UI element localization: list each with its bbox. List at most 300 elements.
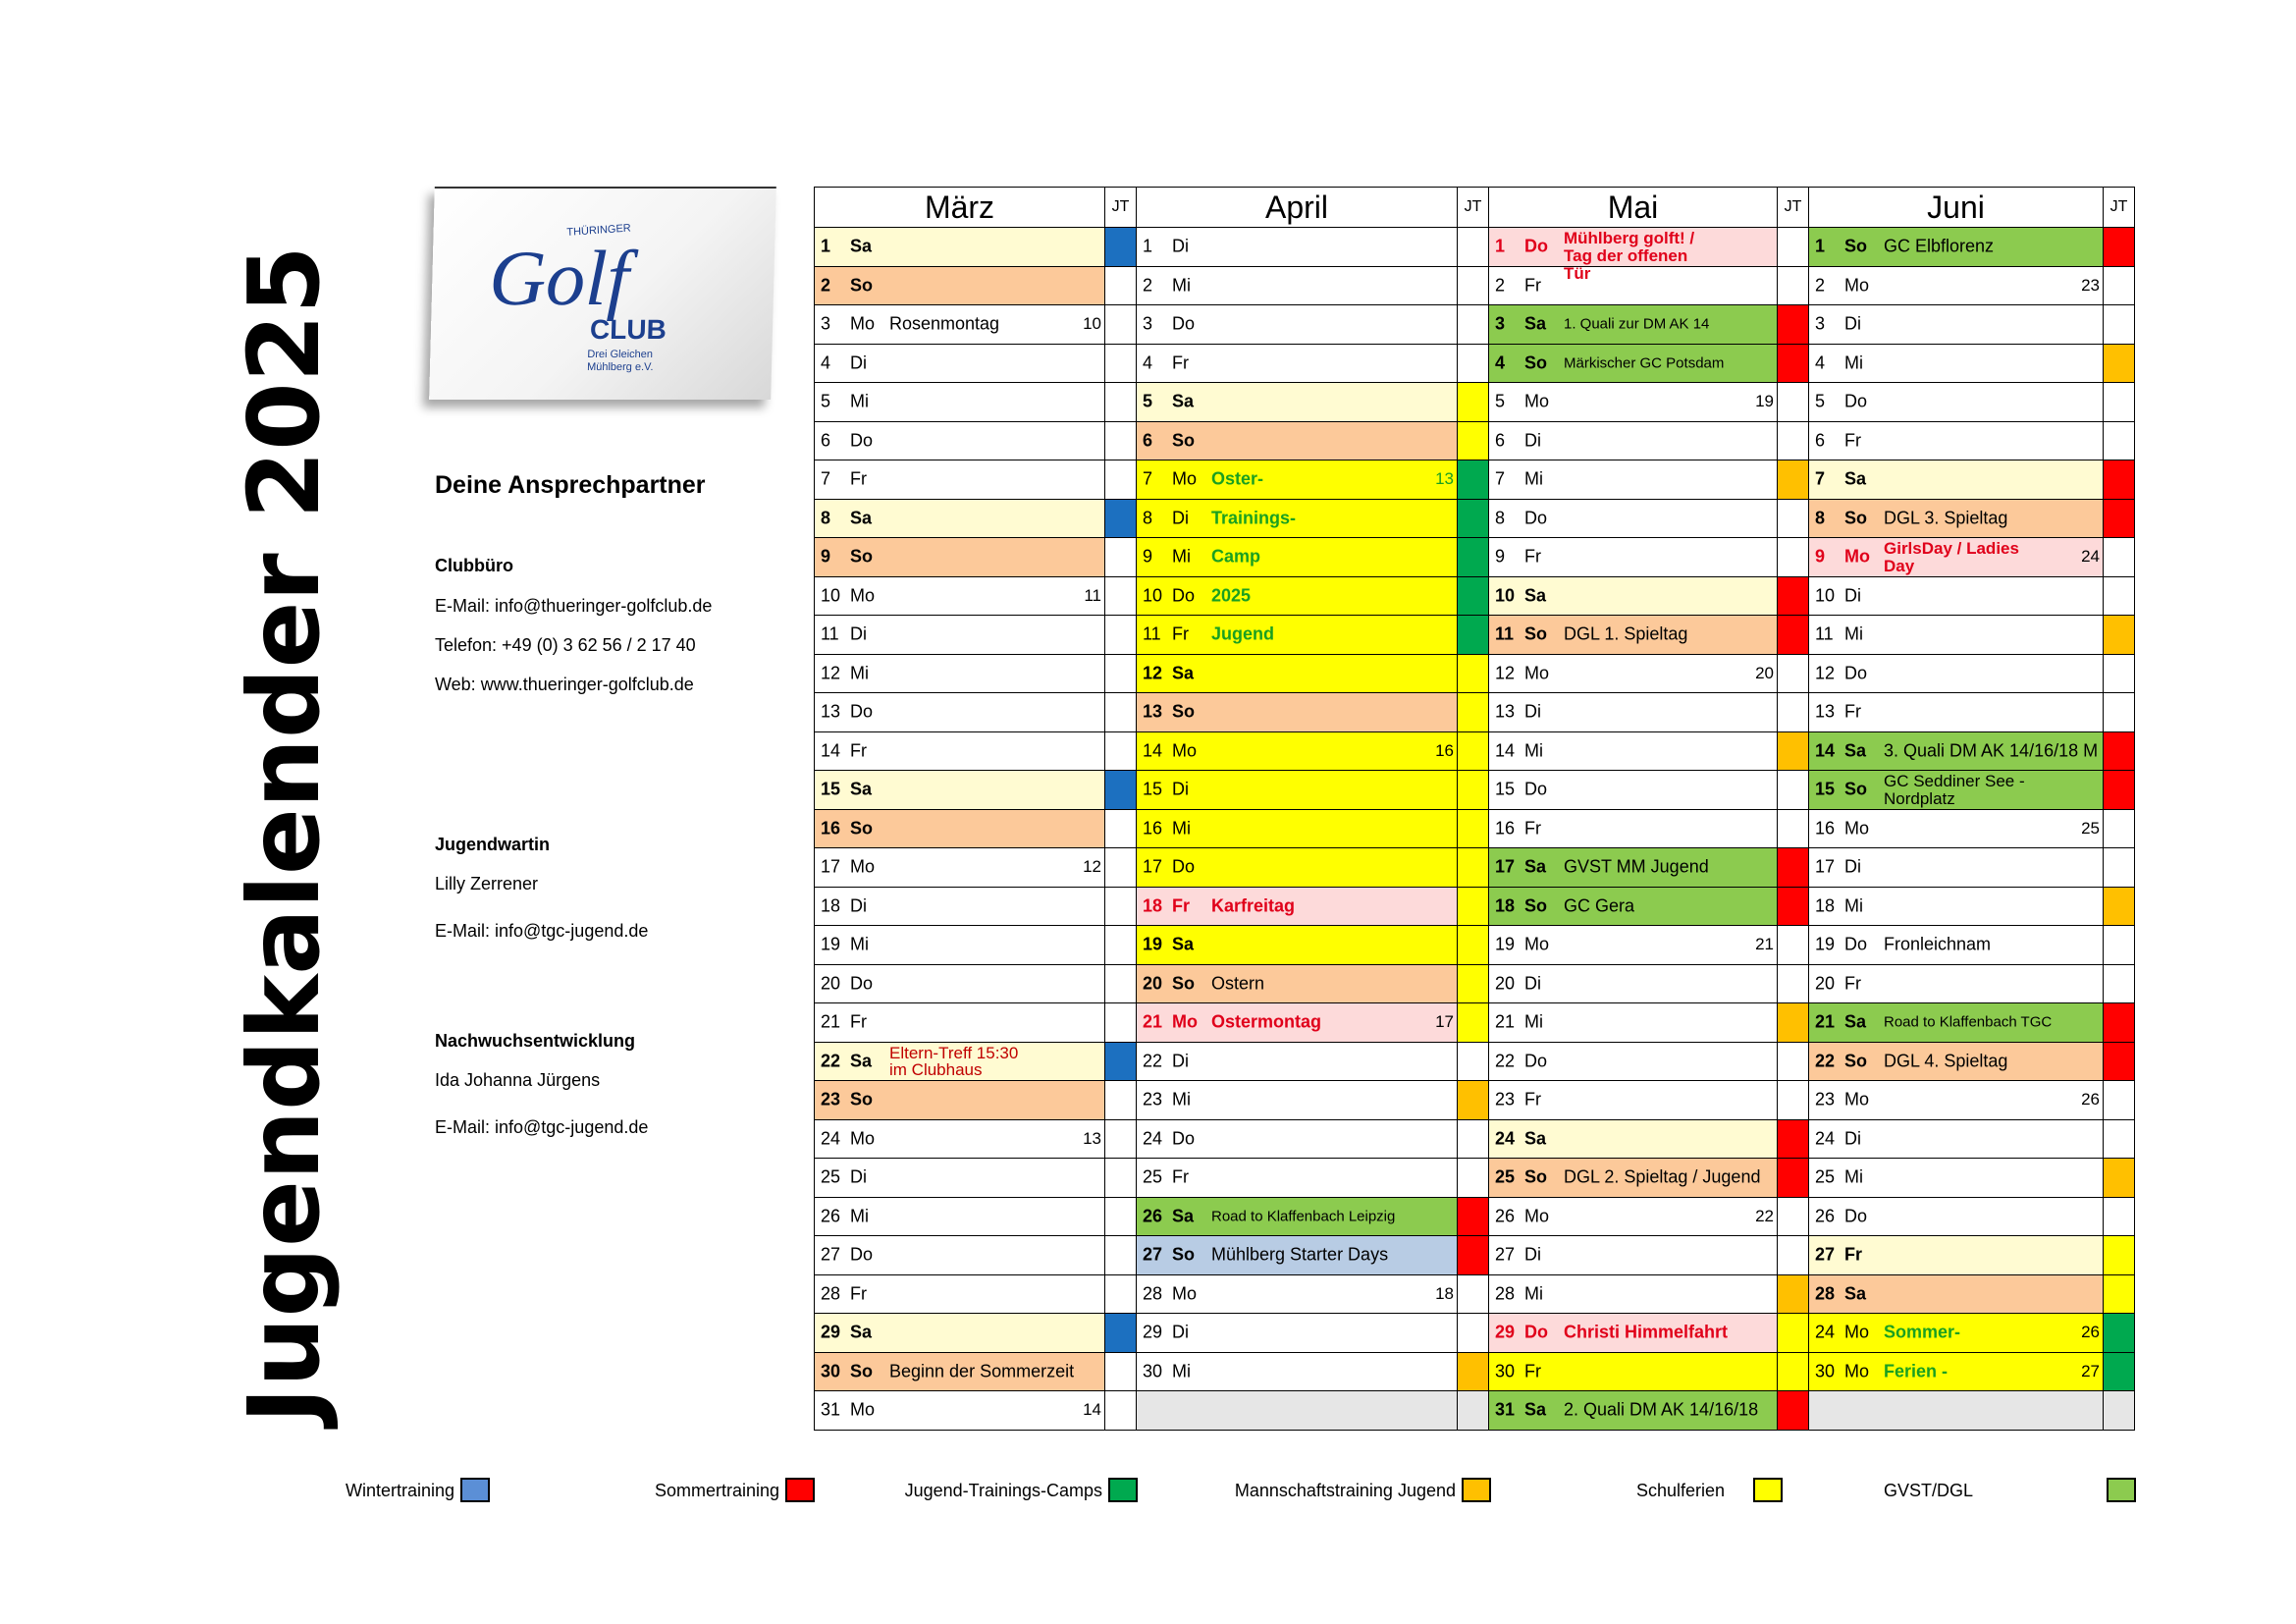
weekday: Sa bbox=[1172, 1206, 1195, 1226]
day-cell bbox=[1809, 538, 2104, 577]
day-number: 14 bbox=[1495, 740, 1516, 761]
day-cell bbox=[1137, 421, 1458, 460]
day-number: 12 bbox=[821, 663, 841, 683]
jt-marker bbox=[1105, 1119, 1137, 1159]
weekday: So bbox=[1172, 430, 1196, 451]
jt-marker-blue bbox=[1105, 1314, 1137, 1353]
day-cell bbox=[1137, 576, 1458, 616]
clubbuero-email[interactable]: E-Mail: info@thueringer-golfclub.de bbox=[435, 596, 713, 616]
day-number: 24 bbox=[821, 1128, 841, 1149]
jt-marker-orange bbox=[2104, 887, 2135, 926]
month-header-row bbox=[815, 188, 2135, 228]
day-cell bbox=[815, 1197, 1105, 1236]
club-logo bbox=[477, 216, 726, 373]
jt-marker-green bbox=[2104, 1352, 2135, 1391]
weekday: Sa bbox=[1524, 1128, 1547, 1149]
day-number: 10 bbox=[821, 585, 841, 606]
day-number: 2 bbox=[821, 275, 831, 296]
weekday: Mo bbox=[1844, 546, 1870, 567]
jt-marker-blue bbox=[1105, 771, 1137, 810]
weekday: Mo bbox=[1172, 1011, 1198, 1032]
day-cell bbox=[815, 228, 1105, 267]
day-cell bbox=[1809, 1159, 2104, 1198]
day-cell bbox=[1809, 771, 2104, 810]
day-cell bbox=[1489, 1081, 1778, 1120]
weekday: Mi bbox=[850, 391, 869, 411]
jt-marker bbox=[2104, 421, 2135, 460]
jt-marker bbox=[1458, 344, 1489, 383]
weekday: Di bbox=[850, 352, 867, 373]
day-cell bbox=[1137, 383, 1458, 422]
day-cell bbox=[1489, 1314, 1778, 1353]
day-number: 14 bbox=[1143, 740, 1163, 761]
weekday: Do bbox=[1844, 391, 1868, 411]
day-cell bbox=[815, 771, 1105, 810]
day-number: 1 bbox=[1815, 236, 1826, 256]
day-cell bbox=[1137, 1236, 1458, 1275]
legend-swatch-camps bbox=[1108, 1478, 1138, 1502]
weekday: Di bbox=[1172, 236, 1189, 256]
jt-marker bbox=[1778, 809, 1809, 848]
weekday: Di bbox=[1172, 1322, 1189, 1342]
weekday: Fr bbox=[850, 1011, 867, 1032]
jt-marker bbox=[1778, 421, 1809, 460]
jt-marker bbox=[1105, 305, 1137, 345]
jugendwartin-name: Lilly Zerrener bbox=[435, 874, 539, 893]
weekday: Do bbox=[1844, 1206, 1868, 1226]
jt-marker-red bbox=[1458, 1197, 1489, 1236]
weekday: Mo bbox=[1172, 740, 1198, 761]
jt-marker-orange bbox=[1458, 1352, 1489, 1391]
jt-marker bbox=[2104, 926, 2135, 965]
day-cell bbox=[1809, 421, 2104, 460]
legend-swatch-gvst-dgl bbox=[2107, 1478, 2136, 1502]
logo-line1: THÜRINGER bbox=[566, 222, 632, 239]
weekday: Mo bbox=[1172, 468, 1198, 489]
jt-header: JT bbox=[1105, 188, 1137, 228]
weekday: So bbox=[850, 818, 874, 839]
weekday: Mo bbox=[1844, 1089, 1870, 1110]
day-cell bbox=[815, 1274, 1105, 1314]
jugendwartin-email[interactable]: E-Mail: info@tgc-jugend.de bbox=[435, 921, 649, 941]
day-number: 11 bbox=[1815, 623, 1834, 644]
event-text: Ostern bbox=[1211, 973, 1265, 994]
day-cell bbox=[815, 693, 1105, 732]
event-text: Ferien - bbox=[1884, 1361, 1949, 1381]
day-cell bbox=[815, 1159, 1105, 1198]
calendar-row bbox=[815, 499, 2135, 538]
week-number: 19 bbox=[1755, 392, 1774, 411]
day-cell bbox=[1489, 576, 1778, 616]
weekday: So bbox=[1844, 779, 1868, 799]
day-cell bbox=[815, 616, 1105, 655]
jt-marker-red bbox=[1458, 1236, 1489, 1275]
weekday: So bbox=[1172, 701, 1196, 722]
weekday: Do bbox=[1172, 585, 1196, 606]
day-cell bbox=[1809, 1314, 2104, 1353]
jt-marker bbox=[1458, 1391, 1489, 1431]
weekday: Fr bbox=[1524, 818, 1541, 839]
day-number: 9 bbox=[821, 546, 831, 567]
day-cell bbox=[1809, 731, 2104, 771]
day-number: 23 bbox=[1143, 1089, 1163, 1110]
logo-line3: CLUB bbox=[589, 314, 667, 345]
day-cell bbox=[1137, 731, 1458, 771]
calendar-row bbox=[815, 266, 2135, 305]
event-text: Mühlberg Starter Days bbox=[1211, 1244, 1389, 1265]
day-number: 21 bbox=[1495, 1011, 1516, 1032]
day-number: 23 bbox=[1815, 1089, 1836, 1110]
day-cell bbox=[1489, 1391, 1778, 1431]
week-number: 14 bbox=[1083, 1400, 1101, 1420]
day-number: 22 bbox=[821, 1051, 841, 1071]
day-number: 5 bbox=[1815, 391, 1826, 411]
weekday: Sa bbox=[1172, 391, 1195, 411]
week-number: 21 bbox=[1755, 935, 1774, 954]
legend-swatch-sommertraining bbox=[785, 1478, 815, 1502]
day-cell bbox=[815, 964, 1105, 1003]
day-cell bbox=[1137, 616, 1458, 655]
calendar-table bbox=[814, 187, 2135, 1431]
weekday: So bbox=[1172, 973, 1196, 994]
day-number: 12 bbox=[1815, 663, 1836, 683]
jt-marker-yellow bbox=[1458, 1003, 1489, 1043]
weekday: Sa bbox=[850, 508, 873, 528]
day-cell bbox=[1137, 460, 1458, 500]
calendar-row bbox=[815, 809, 2135, 848]
jt-marker-red bbox=[2104, 1042, 2135, 1081]
day-number: 5 bbox=[821, 391, 831, 411]
jt-marker bbox=[1105, 383, 1137, 422]
day-cell bbox=[1809, 1081, 2104, 1120]
day-number: 13 bbox=[1815, 701, 1836, 722]
day-cell bbox=[815, 1391, 1105, 1431]
day-number: 19 bbox=[1495, 934, 1516, 954]
weekday: Mi bbox=[1172, 275, 1191, 296]
day-cell bbox=[1489, 1003, 1778, 1043]
day-cell bbox=[1137, 1119, 1458, 1159]
day-number: 26 bbox=[1495, 1206, 1516, 1226]
day-number: 15 bbox=[821, 779, 841, 799]
day-cell bbox=[1809, 1119, 2104, 1159]
day-number: 7 bbox=[1143, 468, 1153, 489]
day-cell bbox=[1137, 1042, 1458, 1081]
day-number: 25 bbox=[1143, 1166, 1163, 1187]
day-number: 16 bbox=[1143, 818, 1163, 839]
day-number: 8 bbox=[1495, 508, 1506, 528]
jt-marker bbox=[2104, 809, 2135, 848]
day-cell bbox=[1489, 1159, 1778, 1198]
week-number: 12 bbox=[1083, 857, 1101, 877]
day-number: 4 bbox=[1815, 352, 1826, 373]
day-cell bbox=[815, 305, 1105, 345]
day-number: 31 bbox=[821, 1399, 841, 1420]
legend-label-schulferien: Schulferien bbox=[1636, 1481, 1726, 1500]
jt-marker-red bbox=[2104, 499, 2135, 538]
calendar-row bbox=[815, 1236, 2135, 1275]
weekday: Mi bbox=[1844, 623, 1863, 644]
day-number: 6 bbox=[1815, 430, 1826, 451]
nachwuchs-email[interactable]: E-Mail: info@tgc-jugend.de bbox=[435, 1117, 649, 1137]
day-cell bbox=[1489, 266, 1778, 305]
day-number: 18 bbox=[821, 895, 841, 916]
jt-marker bbox=[1105, 848, 1137, 888]
weekday: Do bbox=[850, 430, 874, 451]
week-number: 10 bbox=[1083, 314, 1101, 334]
weekday: Mo bbox=[850, 313, 876, 334]
jt-marker-red bbox=[2104, 731, 2135, 771]
event-text: Beginn der Sommerzeit bbox=[889, 1361, 1075, 1381]
clubbuero-web[interactable]: Web: www.thueringer-golfclub.de bbox=[435, 675, 694, 694]
day-number: 2 bbox=[1815, 275, 1826, 296]
day-number: 10 bbox=[1495, 585, 1516, 606]
day-cell bbox=[815, 1314, 1105, 1353]
jt-marker bbox=[1778, 926, 1809, 965]
jt-header: JT bbox=[2104, 188, 2135, 228]
day-number: 20 bbox=[821, 973, 841, 994]
day-cell bbox=[1809, 616, 2104, 655]
day-cell bbox=[1137, 344, 1458, 383]
day-number: 2 bbox=[1495, 275, 1506, 296]
day-cell bbox=[815, 538, 1105, 577]
calendar-row bbox=[815, 848, 2135, 888]
jt-marker bbox=[1458, 1314, 1489, 1353]
calendar-row bbox=[815, 1081, 2135, 1120]
day-number: 14 bbox=[1815, 740, 1836, 761]
day-number: 28 bbox=[1143, 1283, 1163, 1304]
day-number: 9 bbox=[1495, 546, 1506, 567]
day-cell bbox=[1137, 1391, 1458, 1431]
event-text: 1. Quali zur DM AK 14 bbox=[1564, 315, 1710, 333]
event-text: Karfreitag bbox=[1211, 895, 1296, 916]
month-header: Mai bbox=[1489, 188, 1778, 228]
jt-marker bbox=[1105, 1274, 1137, 1314]
jt-marker-orange bbox=[2104, 616, 2135, 655]
jt-marker-red bbox=[1778, 305, 1809, 345]
event-text: Jugend bbox=[1211, 623, 1275, 644]
day-number: 23 bbox=[821, 1089, 841, 1110]
jt-marker bbox=[1778, 964, 1809, 1003]
weekday: So bbox=[1844, 236, 1868, 256]
event-text: DGL 3. Spieltag bbox=[1884, 508, 2008, 528]
weekday: Di bbox=[1172, 1051, 1189, 1071]
day-number: 7 bbox=[1815, 468, 1826, 489]
week-number: 13 bbox=[1083, 1128, 1101, 1148]
weekday: Sa bbox=[1524, 313, 1547, 334]
jt-marker bbox=[1105, 344, 1137, 383]
contacts-heading: Deine Ansprechpartner bbox=[435, 471, 706, 499]
jt-marker-yellow bbox=[1458, 654, 1489, 693]
weekday: Di bbox=[1524, 430, 1541, 451]
weekday: Mo bbox=[1844, 1322, 1870, 1342]
weekday: Fr bbox=[1524, 1361, 1541, 1381]
weekday: Sa bbox=[1524, 585, 1547, 606]
week-number: 11 bbox=[1084, 585, 1101, 605]
day-number: 13 bbox=[1143, 701, 1163, 722]
weekday: Mi bbox=[1524, 740, 1543, 761]
day-number: 4 bbox=[1143, 352, 1153, 373]
day-cell bbox=[815, 344, 1105, 383]
jt-marker bbox=[1778, 383, 1809, 422]
day-cell bbox=[1137, 887, 1458, 926]
weekday: So bbox=[1172, 1244, 1196, 1265]
day-number: 25 bbox=[821, 1166, 841, 1187]
jt-marker-blue bbox=[1105, 228, 1137, 267]
jt-marker bbox=[2104, 848, 2135, 888]
weekday: Mo bbox=[1524, 934, 1550, 954]
jt-marker bbox=[1105, 964, 1137, 1003]
weekday: Di bbox=[1172, 508, 1189, 528]
weekday: Mo bbox=[1524, 391, 1550, 411]
jt-marker bbox=[1458, 266, 1489, 305]
day-number: 8 bbox=[1143, 508, 1153, 528]
weekday: So bbox=[1524, 1166, 1548, 1187]
day-number: 26 bbox=[821, 1206, 841, 1226]
jt-marker-orange bbox=[1778, 460, 1809, 500]
jt-marker-red bbox=[1778, 848, 1809, 888]
weekday: Fr bbox=[1844, 1244, 1862, 1265]
day-cell bbox=[1809, 1352, 2104, 1391]
jugendwartin-label: Jugendwartin bbox=[435, 835, 551, 854]
day-cell bbox=[1489, 809, 1778, 848]
weekday: Di bbox=[1844, 585, 1861, 606]
calendar-row bbox=[815, 460, 2135, 500]
day-number: 15 bbox=[1495, 779, 1516, 799]
logo-line2: Golf bbox=[488, 236, 630, 322]
day-cell bbox=[1809, 1042, 2104, 1081]
club-logo-card bbox=[429, 187, 776, 400]
day-cell bbox=[1809, 1003, 2104, 1043]
jt-marker-green bbox=[1458, 538, 1489, 577]
weekday: Do bbox=[850, 701, 874, 722]
event-text: GVST MM Jugend bbox=[1564, 856, 1709, 877]
jt-marker-orange bbox=[1458, 1081, 1489, 1120]
day-cell bbox=[1489, 693, 1778, 732]
weekday: So bbox=[1524, 352, 1548, 373]
day-number: 11 bbox=[821, 623, 839, 644]
day-cell bbox=[815, 421, 1105, 460]
weekday: Mo bbox=[850, 1399, 876, 1420]
week-number: 18 bbox=[1435, 1283, 1454, 1303]
day-number: 8 bbox=[1815, 508, 1826, 528]
week-number: 22 bbox=[1755, 1206, 1774, 1225]
day-cell bbox=[1137, 305, 1458, 345]
jt-marker-yellow bbox=[1458, 693, 1489, 732]
logo-line4: Drei Gleichen bbox=[587, 349, 654, 360]
weekday: Di bbox=[850, 1166, 867, 1187]
weekday: Do bbox=[1844, 663, 1868, 683]
weekday: Mo bbox=[850, 856, 876, 877]
jt-marker bbox=[2104, 1391, 2135, 1431]
day-number: 30 bbox=[1143, 1361, 1163, 1381]
week-number: 26 bbox=[2081, 1090, 2100, 1110]
day-number: 30 bbox=[1815, 1361, 1836, 1381]
jt-marker bbox=[1778, 771, 1809, 810]
weekday: Di bbox=[850, 623, 867, 644]
day-number: 9 bbox=[1143, 546, 1153, 567]
day-number: 27 bbox=[821, 1244, 841, 1265]
weekday: Sa bbox=[1172, 663, 1195, 683]
day-cell bbox=[815, 731, 1105, 771]
weekday: So bbox=[1844, 1051, 1868, 1071]
jt-marker bbox=[2104, 305, 2135, 345]
jt-marker bbox=[1105, 1197, 1137, 1236]
day-cell bbox=[1809, 654, 2104, 693]
day-number: 30 bbox=[1495, 1361, 1516, 1381]
day-number: 14 bbox=[821, 740, 841, 761]
event-text: Trainings- bbox=[1211, 508, 1297, 528]
calendar-row bbox=[815, 344, 2135, 383]
jt-marker bbox=[1458, 1159, 1489, 1198]
day-cell bbox=[1489, 1197, 1778, 1236]
event-text: Road to Klaffenbach Leipzig bbox=[1211, 1208, 1396, 1225]
week-number: 13 bbox=[1435, 469, 1454, 489]
weekday: Mo bbox=[1524, 663, 1550, 683]
weekday: Mi bbox=[1844, 352, 1863, 373]
week-number: 27 bbox=[2081, 1361, 2100, 1380]
event-text: Christi Himmelfahrt bbox=[1564, 1322, 1729, 1342]
jt-marker-green bbox=[1458, 576, 1489, 616]
jt-marker bbox=[2104, 693, 2135, 732]
weekday: Mo bbox=[1844, 275, 1870, 296]
jt-marker-yellow bbox=[1458, 848, 1489, 888]
weekday: Fr bbox=[1172, 623, 1189, 644]
day-cell bbox=[1489, 926, 1778, 965]
day-cell bbox=[1489, 1119, 1778, 1159]
event-text: Oster- bbox=[1211, 468, 1264, 489]
jt-marker-red bbox=[2104, 228, 2135, 267]
week-number: 16 bbox=[1435, 740, 1454, 760]
day-cell bbox=[815, 1119, 1105, 1159]
weekday: Fr bbox=[850, 468, 867, 489]
jt-marker-yellow bbox=[1778, 1352, 1809, 1391]
day-number: 9 bbox=[1815, 546, 1826, 567]
week-number: 17 bbox=[1435, 1012, 1454, 1032]
event-text: Ostermontag bbox=[1211, 1011, 1322, 1032]
weekday: Fr bbox=[1844, 430, 1861, 451]
day-number: 26 bbox=[1815, 1206, 1836, 1226]
day-cell bbox=[1809, 693, 2104, 732]
day-number: 29 bbox=[821, 1322, 841, 1342]
jt-marker-yellow bbox=[2104, 1274, 2135, 1314]
legend-label-mannschaftstraining: Mannschaftstraining Jugend bbox=[1234, 1481, 1456, 1500]
weekday: Do bbox=[1172, 1128, 1196, 1149]
day-number: 6 bbox=[1495, 430, 1506, 451]
event-text: GC Elbflorenz bbox=[1884, 236, 1995, 256]
weekday: Fr bbox=[1524, 1089, 1541, 1110]
day-number: 17 bbox=[821, 856, 841, 877]
weekday: Mo bbox=[850, 585, 876, 606]
jt-marker bbox=[1105, 654, 1137, 693]
jt-marker bbox=[1778, 228, 1809, 267]
jt-marker-yellow bbox=[1458, 771, 1489, 810]
day-number: 18 bbox=[1495, 895, 1516, 916]
day-number: 25 bbox=[1815, 1166, 1836, 1187]
day-cell bbox=[1137, 771, 1458, 810]
weekday: Di bbox=[1844, 1128, 1861, 1149]
weekday: Mi bbox=[850, 1206, 869, 1226]
day-cell bbox=[815, 1003, 1105, 1043]
day-cell bbox=[815, 576, 1105, 616]
weekday: Do bbox=[1172, 856, 1196, 877]
day-number: 21 bbox=[1143, 1011, 1163, 1032]
jt-marker-orange bbox=[2104, 344, 2135, 383]
clubbuero-phone: Telefon: +49 (0) 3 62 56 / 2 17 40 bbox=[435, 635, 696, 655]
jt-marker-yellow bbox=[2104, 1236, 2135, 1275]
weekday: Fr bbox=[1172, 895, 1190, 916]
day-number: 18 bbox=[1815, 895, 1836, 916]
day-cell bbox=[1137, 1159, 1458, 1198]
